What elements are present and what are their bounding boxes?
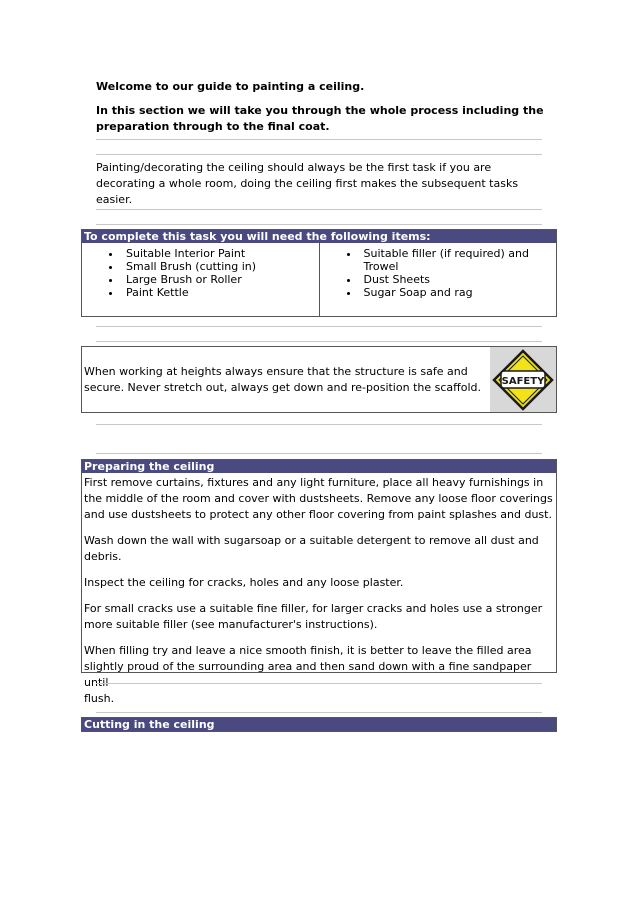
divider (96, 326, 542, 327)
divider (96, 139, 542, 140)
cutting-box (81, 717, 557, 732)
intro-paragraph (96, 160, 546, 208)
prep-paragraph: When filling try and leave a nice smooth finish, it is better to leave the filled area slightly proud of the surrounding area and then sand down with a fine sandpaper until flush. (84, 644, 532, 705)
prep-paragraph: First remove curtains, fixtures and any light furniture, place all heavy furnishings in the middle of the room and cover with dustsheets. Remove any loose floor coverings and use dustsheets to protect any other floor covering from paint splashes and dust. (84, 476, 553, 521)
para-line-2: decorating a whole room, doing the ceiling first makes the subsequent tasks (96, 177, 519, 190)
divider (96, 209, 542, 210)
divider (96, 453, 542, 454)
divider (96, 224, 542, 225)
list-item: • Small Brush (cutting in) (122, 260, 315, 273)
list-item: • Suitable Interior Paint (122, 247, 315, 260)
welcome-text: Welcome to our guide to painting a ceiling. (96, 80, 365, 93)
divider (96, 154, 542, 155)
list-item: • Large Brush or Roller (122, 273, 315, 286)
divider (96, 341, 542, 342)
items-box (81, 229, 557, 317)
prep-paragraph: For small cracks use a suitable fine filler, for larger cracks and holes use a stronger more suitable filler (see manufacturer's instructions). (84, 602, 543, 631)
items-box-header: To complete this task you will need the following items: (82, 230, 556, 243)
preparing-header: Preparing the ceiling (82, 460, 556, 473)
list-item: • Dust Sheets (360, 273, 553, 286)
safety-sign-label: SAFETY (501, 375, 545, 387)
intro-heading (96, 79, 546, 95)
list-item: • Sugar Soap and rag (360, 286, 553, 299)
section-line-1: In this section we will take you through the whole process including the (96, 104, 544, 117)
safety-line-2: secure. Never stretch out, always get down and re-position the scaffold. (84, 380, 481, 394)
divider (96, 712, 542, 713)
items-left-column (82, 243, 319, 316)
filler-line-1: Suitable filler (if required) and (363, 247, 529, 260)
divider (96, 424, 542, 425)
preparing-box (81, 459, 557, 705)
prep-paragraph: Wash down the wall with sugarsoap or a suitable detergent to remove all dust and debris. (84, 534, 539, 563)
safety-sign-image (490, 347, 556, 412)
list-item (360, 247, 553, 273)
items-right-column (319, 243, 557, 316)
safety-sign-icon (492, 349, 554, 411)
para-line-1: Painting/decorating the ceiling should always be the first task if you are (96, 161, 492, 174)
intro-section (96, 103, 546, 135)
filler-line-2: Trowel (363, 260, 399, 273)
cutting-header: Cutting in the ceiling (82, 718, 556, 731)
para-line-3: easier. (96, 193, 133, 206)
list-item: • Paint Kettle (122, 286, 315, 299)
divider (96, 683, 542, 684)
safety-line-1: When working at heights always ensure that the structure is safe and (84, 364, 468, 378)
safety-box (81, 346, 557, 413)
safety-text (82, 347, 490, 412)
section-line-2: preparation through to the final coat. (96, 120, 330, 133)
prep-paragraph: Inspect the ceiling for cracks, holes and any loose plaster. (84, 576, 404, 589)
